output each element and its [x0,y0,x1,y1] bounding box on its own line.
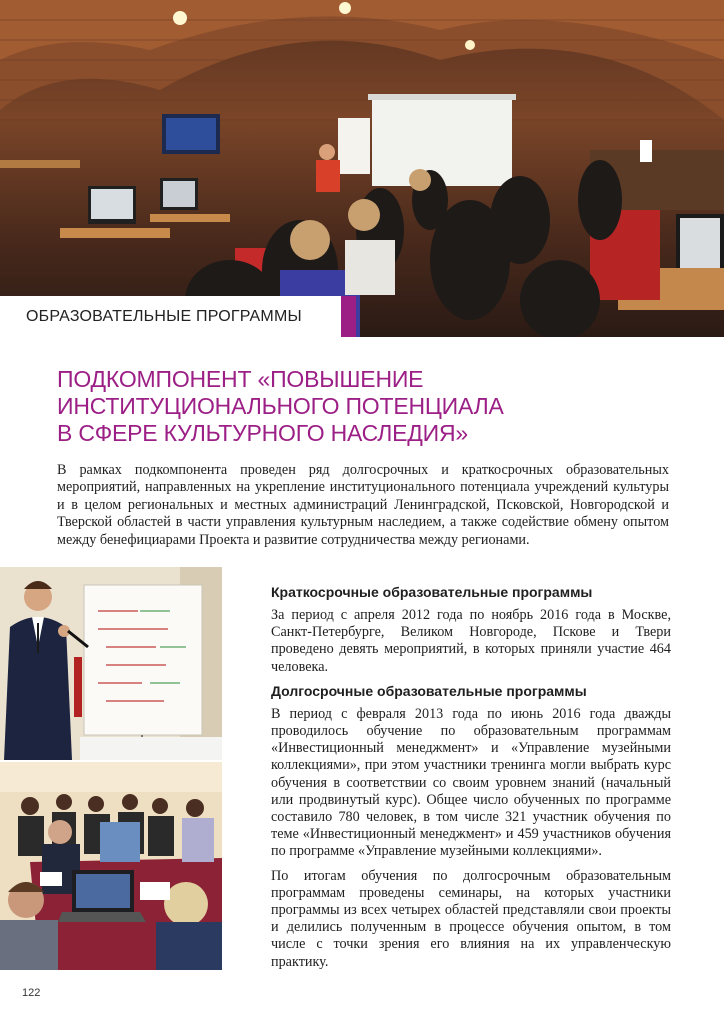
short-term-title: Краткосрочные образовательные программы [271,584,593,600]
lecture-room-illustration [0,0,724,337]
section-accent-bar [341,296,356,337]
photo-workshop-group [0,762,222,970]
long-term-title: Долгосрочные образовательные программы [271,682,587,699]
page-title-line-1: ПОДКОМПОНЕНТ «ПОВЫШЕНИЕ [57,366,424,392]
long-term-text-1: В период с февраля 2013 года по июнь 2016 года дважды проводилось обучение по образовательным программам «Инвестиционный менеджмент» и «Управление музейными коллекциями», при этом участники тренинга могли выбрать курс обучения в соответствии со своим уровнем знаний (начальный или продвинутый курс). Общее число обученных по программе составило 780 человек, в том числе 321 участник обучения по теме «Инвестиционный менеджмент» и 459 участников обучения по программе «Управление музейными коллекциями». [271,705,671,860]
page-title-line-2: ИНСТИТУЦИОНАЛЬНОГО ПОТЕНЦИАЛА [57,393,504,419]
page-title [57,366,677,447]
intro-paragraph: В рамках подкомпонента проведен ряд долгосрочных и краткосрочных образовательных мероприятий, направленных на укрепление институционального потенциала учреждений культуры и в целом региональных и местных администраций Ленинградской, Псковской, Новгородской и Тверской областей в части управления культурным наследием, а также содействие обмену опытом между бенефициарами Проекта и развитие сотрудничества между регионами. [57,462,669,548]
section-tab [0,296,341,337]
section-label: ОБРАЗОВАТЕЛЬНЫЕ ПРОГРАММЫ [26,307,302,325]
long-term-text-2: По итогам обучения по долгосрочным образовательным программам проведены семинары, на которых участники программы из всех четырех областей представляли свои проекты и делились полученным в процессе обучения опытом, в том числе с точки зрения его влияния на их управленческую практику. [271,867,671,970]
speaker-illustration [0,567,222,760]
hero-photo-lecture-room [0,0,724,337]
photo-speaker-flipchart [0,567,222,760]
page-number: 122 [22,987,41,999]
programs-column [271,584,671,978]
workshop-illustration [0,762,222,970]
short-term-text: За период с апреля 2012 года по ноябрь 2016 года в Москве, Санкт-Петербурге, Великом Новгороде, Пскове и Твери проведено девять мероприятий, в которых приняли участие 464 человека. [271,607,671,675]
page-title-line-3: В СФЕРЕ КУЛЬТУРНОГО НАСЛЕДИЯ» [57,420,469,446]
